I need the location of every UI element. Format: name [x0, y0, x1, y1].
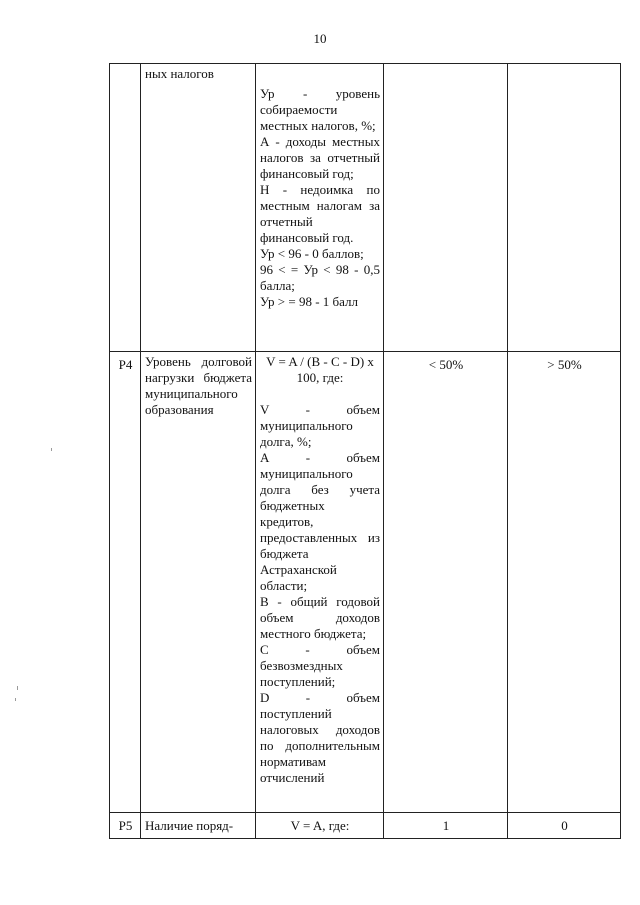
- formula-head: V = A, где:: [256, 813, 384, 839]
- value-low: [384, 64, 508, 352]
- value-high: 0: [508, 813, 621, 839]
- value-low: 1: [384, 813, 508, 839]
- row-code: Р5: [110, 813, 141, 839]
- formula-line: V - объем муниципального долга, %;: [260, 402, 380, 449]
- formula-cell: [256, 352, 384, 813]
- formula-line: А - объем муниципального долга без учета бюджетных кредитов, предоставленных из бюджета Астраханской области;: [260, 450, 380, 593]
- formula-line: Ур > = 98 - 1 балл: [260, 294, 359, 309]
- formula-line: D - объем поступлений налоговых доходов по дополнительным нормативам отчислений: [260, 690, 380, 785]
- indicator-name: Наличие поряд-: [141, 813, 256, 839]
- formula-line: В - общий годовой объем доходов местного бюджета;: [260, 594, 380, 641]
- table-row: [110, 64, 621, 352]
- row-code: Р4: [110, 352, 141, 813]
- formula-line: Ур - уровень собираемости местных налогов, %;: [260, 86, 380, 133]
- page-number: 10: [313, 31, 327, 46]
- value-high: > 50%: [508, 352, 621, 813]
- table-row: [110, 352, 621, 813]
- scan-speck: [15, 698, 16, 701]
- value-high: [508, 64, 621, 352]
- value-low: < 50%: [384, 352, 508, 813]
- formula-line: 96 < = Ур < 98 - 0,5 балла;: [260, 262, 380, 293]
- scan-speck: [51, 448, 52, 451]
- formula-cell: [256, 64, 384, 352]
- formula-line: А - доходы местных налогов за отчетный финансовый год;: [260, 134, 380, 181]
- criteria-table: [109, 63, 621, 839]
- formula-line: Ур < 96 - 0 баллов;: [260, 246, 364, 261]
- indicator-name: Уровень долговой нагрузки бюджета муниципального образования: [141, 352, 256, 813]
- table-row: [110, 813, 621, 839]
- formula-line: С - объем безвозмездных поступлений;: [260, 642, 380, 689]
- formula-head: V = A / (B - C - D) x 100, где:: [266, 354, 374, 385]
- row-code: [110, 64, 141, 352]
- scan-speck: [17, 686, 18, 690]
- indicator-name: ных налогов: [141, 64, 256, 352]
- formula-line: Н - недоимка по местным налогам за отчетный финансовый год.: [260, 182, 380, 245]
